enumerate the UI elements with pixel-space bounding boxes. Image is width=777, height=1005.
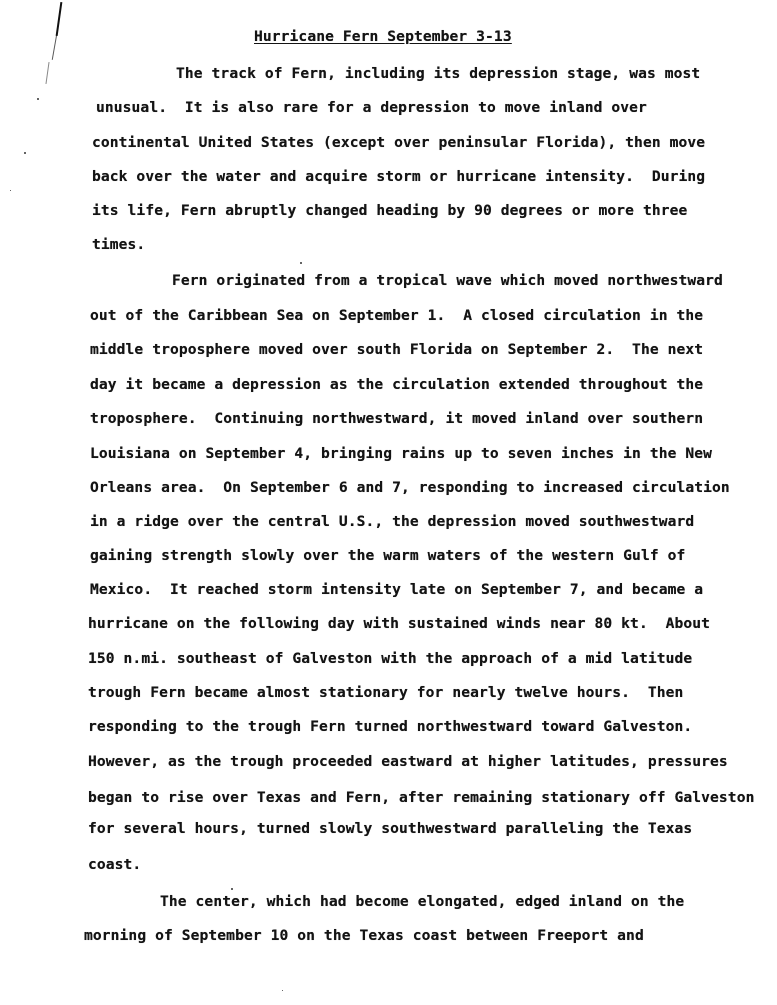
text-line: its life, Fern abruptly changed heading by 90 degrees or more three [92, 202, 688, 219]
text-line: Mexico. It reached storm intensity late on September 7, and became a [90, 581, 704, 598]
text-line: responding to the trough Fern turned northwestward toward Galveston. [88, 718, 693, 735]
text-line: for several hours, turned slowly southwestward paralleling the Texas [88, 820, 693, 837]
scan-speck [37, 98, 39, 100]
text-line: Fern originated from a tropical wave which moved northwestward [172, 272, 723, 289]
scan-edge-mark [56, 2, 63, 36]
text-line: Louisiana on September 4, bringing rains up to seven inches in the New [90, 445, 713, 462]
text-line: times. [92, 236, 146, 253]
text-line: continental United States (except over peninsular Florida), then move [92, 134, 706, 151]
scan-speck [300, 262, 302, 264]
text-line: middle troposphere moved over south Florida on September 2. The next [90, 341, 704, 358]
text-line: troposphere. Continuing northwestward, it moved inland over southern [90, 410, 704, 427]
text-line: Orleans area. On September 6 and 7, responding to increased circulation [90, 479, 730, 496]
text-line: 150 n.mi. southeast of Galveston with the approach of a mid latitude [88, 650, 693, 667]
text-line: gaining strength slowly over the warm waters of the western Gulf of [90, 547, 686, 564]
scan-edge-mark [45, 62, 49, 84]
text-line: The center, which had become elongated, edged inland on the [160, 893, 685, 910]
scan-speck [10, 190, 11, 191]
text-line: in a ridge over the central U.S., the depression moved southwestward [90, 513, 695, 530]
text-line: trough Fern became almost stationary for nearly twelve hours. Then [88, 684, 684, 701]
scan-speck [231, 888, 233, 890]
text-line: day it became a depression as the circulation extended throughout the [90, 376, 704, 393]
text-line: hurricane on the following day with sustained winds near 80 kt. About [88, 615, 711, 632]
text-line: unusual. It is also rare for a depression to move inland over [96, 99, 647, 116]
text-line: The track of Fern, including its depression stage, was most [176, 65, 701, 82]
scan-edge-mark [52, 34, 57, 60]
scan-speck [282, 990, 283, 991]
text-line: coast. [88, 856, 142, 873]
text-line: out of the Caribbean Sea on September 1. A closed circulation in the [90, 307, 704, 324]
text-line: began to rise over Texas and Fern, after remaining stationary off Galveston [88, 789, 755, 806]
document-title: Hurricane Fern September 3-13 [254, 28, 512, 45]
scan-speck [24, 152, 26, 154]
text-line: back over the water and acquire storm or hurricane intensity. During [92, 168, 706, 185]
text-line: However, as the trough proceeded eastward at higher latitudes, pressures [88, 753, 728, 770]
text-line: morning of September 10 on the Texas coast between Freeport and [84, 927, 644, 944]
